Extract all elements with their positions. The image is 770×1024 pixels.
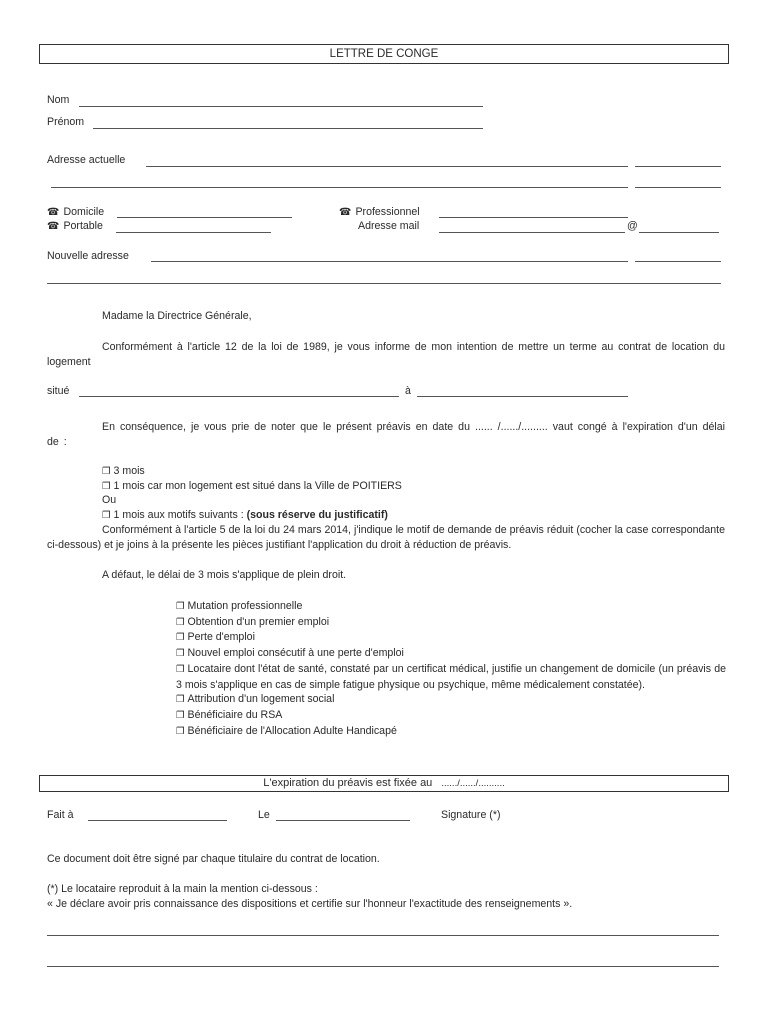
defaut-text: A défaut, le délai de 3 mois s'applique de plein droit. bbox=[102, 569, 347, 581]
criterion-item[interactable]: ❒ Mutation professionnelle bbox=[176, 600, 303, 612]
sign-note: Ce document doit être signé par chaque titulaire du contrat de location. bbox=[47, 853, 380, 865]
checkbox-icon[interactable]: ❒ bbox=[176, 725, 185, 737]
checkbox-icon[interactable]: ❒ bbox=[176, 663, 185, 675]
salutation: Madame la Directrice Générale, bbox=[102, 310, 252, 322]
situe-field[interactable] bbox=[79, 396, 399, 397]
checkbox-icon[interactable]: ❒ bbox=[176, 616, 185, 628]
title-box bbox=[39, 44, 729, 64]
ou-label: Ou bbox=[102, 494, 117, 506]
adresse-actuelle-label: Adresse actuelle bbox=[47, 154, 126, 166]
checkbox-icon[interactable]: ❒ bbox=[176, 709, 185, 721]
checkbox-icon[interactable]: ❒ bbox=[176, 632, 185, 644]
criteria-list bbox=[176, 599, 726, 739]
intro-paragraph: Conformément à l'article 12 de la loi de 1989, je vous informe de mon intention de mettre un terme au contrat de location du logement bbox=[47, 341, 725, 368]
criterion-item[interactable]: ❒ Bénéficiaire de l'Allocation Adulte Handicapé bbox=[176, 724, 397, 737]
article5-paragraph: Conformément à l'article 5 de la loi du 24 mars 2014, j'indique le motif de demande de préavis réduit (cocher la case correspondante ci-dessous) et je joins à la présente les pièces justifiant l'application du droit à réduction de préavis. bbox=[47, 524, 725, 551]
at-sign: @ bbox=[627, 220, 638, 232]
expiration-date-field[interactable]: ....../....../.......... bbox=[441, 778, 505, 789]
adresse-actuelle-line-2[interactable] bbox=[51, 187, 628, 188]
phone-icon: ☎ bbox=[339, 207, 352, 218]
phone-icon: ☎ bbox=[47, 221, 60, 232]
criterion-item[interactable]: ❒ Nouvel emploi consécutif à une perte d'emploi bbox=[176, 647, 404, 660]
checkbox-icon[interactable]: ❒ bbox=[102, 481, 111, 492]
criterion-item[interactable]: ❒ Perte d'emploi bbox=[176, 631, 255, 644]
option-1-mois-motifs[interactable]: ❒ 1 mois aux motifs suivants : (sous réserve du justificatif) bbox=[102, 509, 388, 521]
email-field-domain[interactable] bbox=[639, 232, 719, 233]
portable-field[interactable] bbox=[116, 232, 271, 233]
phone-icon: ☎ bbox=[47, 207, 60, 218]
expiration-label: L'expiration du préavis est fixée au bbox=[263, 777, 433, 789]
nouvelle-adresse-line-2[interactable] bbox=[47, 283, 721, 284]
page-title: LETTRE DE CONGE bbox=[329, 48, 439, 60]
adresse-actuelle-field[interactable] bbox=[146, 166, 628, 167]
criterion-item[interactable]: ❒ Locataire dont l'état de santé, constaté par un certificat médical, justifie un changement de domicile (un préavis de 3 mois s'applique en cas de simple fatigue physique ou psychique, même médicalement constatée). bbox=[176, 662, 726, 691]
checkbox-icon[interactable]: ❒ bbox=[176, 694, 185, 706]
mention-text: « Je déclare avoir pris connaissance des dispositions et certifie sur l'honneur l'exactitude des renseignements ». bbox=[47, 898, 573, 910]
fait-a-field[interactable] bbox=[88, 820, 227, 821]
professionnel-field[interactable] bbox=[439, 217, 628, 218]
nom-label: Nom bbox=[47, 94, 70, 106]
fait-a-label: Fait à bbox=[47, 809, 74, 821]
signature-label: Signature (*) bbox=[441, 809, 501, 821]
criterion-item[interactable]: ❒ Bénéficiaire du RSA bbox=[176, 708, 283, 721]
preavis-paragraph: En conséquence, je vous prie de noter que le présent préavis en date du ...... /....../......... vaut congé à l'expiration d'un délai de : bbox=[47, 421, 726, 448]
situe-label: situé bbox=[47, 385, 70, 397]
prenom-field[interactable] bbox=[93, 128, 483, 129]
situe-a-label: à bbox=[405, 385, 411, 397]
nouvelle-adresse-field[interactable] bbox=[151, 261, 628, 262]
justificatif-note: (sous réserve du justificatif) bbox=[246, 509, 388, 521]
domicile-label: ☎ Domicile bbox=[47, 206, 105, 218]
nouvelle-adresse-label: Nouvelle adresse bbox=[47, 250, 129, 262]
adresse-mail-label: Adresse mail bbox=[358, 220, 420, 232]
nom-field[interactable] bbox=[79, 106, 483, 107]
adresse-actuelle-line-2b[interactable] bbox=[635, 187, 721, 188]
domicile-field[interactable] bbox=[117, 217, 292, 218]
asterisk-note: (*) Le locataire reproduit à la main la mention ci-dessous : bbox=[47, 883, 318, 895]
portable-label: ☎ Portable bbox=[47, 220, 103, 232]
checkbox-icon[interactable]: ❒ bbox=[176, 648, 185, 660]
professionnel-label: ☎ Professionnel bbox=[339, 206, 420, 218]
option-3-mois[interactable]: ❒ 3 mois bbox=[102, 465, 145, 477]
option-1-mois-poitiers[interactable]: ❒ 1 mois car mon logement est situé dans la Ville de POITIERS bbox=[102, 480, 402, 492]
mention-line-1[interactable] bbox=[47, 935, 719, 936]
situe-ville-field[interactable] bbox=[417, 396, 628, 397]
checkbox-icon[interactable]: ❒ bbox=[102, 510, 111, 521]
le-label: Le bbox=[258, 809, 270, 821]
prenom-label: Prénom bbox=[47, 116, 85, 128]
nouvelle-adresse-field-2[interactable] bbox=[635, 261, 721, 262]
checkbox-icon[interactable]: ❒ bbox=[102, 466, 111, 477]
date-field[interactable] bbox=[276, 820, 410, 821]
expiration-box bbox=[39, 775, 729, 792]
email-field-user[interactable] bbox=[439, 232, 625, 233]
criterion-item[interactable]: ❒ Attribution d'un logement social bbox=[176, 693, 335, 706]
preavis-date-field[interactable]: ...... /....../......... bbox=[475, 421, 548, 433]
adresse-actuelle-field-2[interactable] bbox=[635, 166, 721, 167]
criterion-item[interactable]: ❒ Obtention d'un premier emploi bbox=[176, 615, 330, 628]
checkbox-icon[interactable]: ❒ bbox=[176, 601, 185, 612]
mention-line-2[interactable] bbox=[47, 966, 719, 967]
